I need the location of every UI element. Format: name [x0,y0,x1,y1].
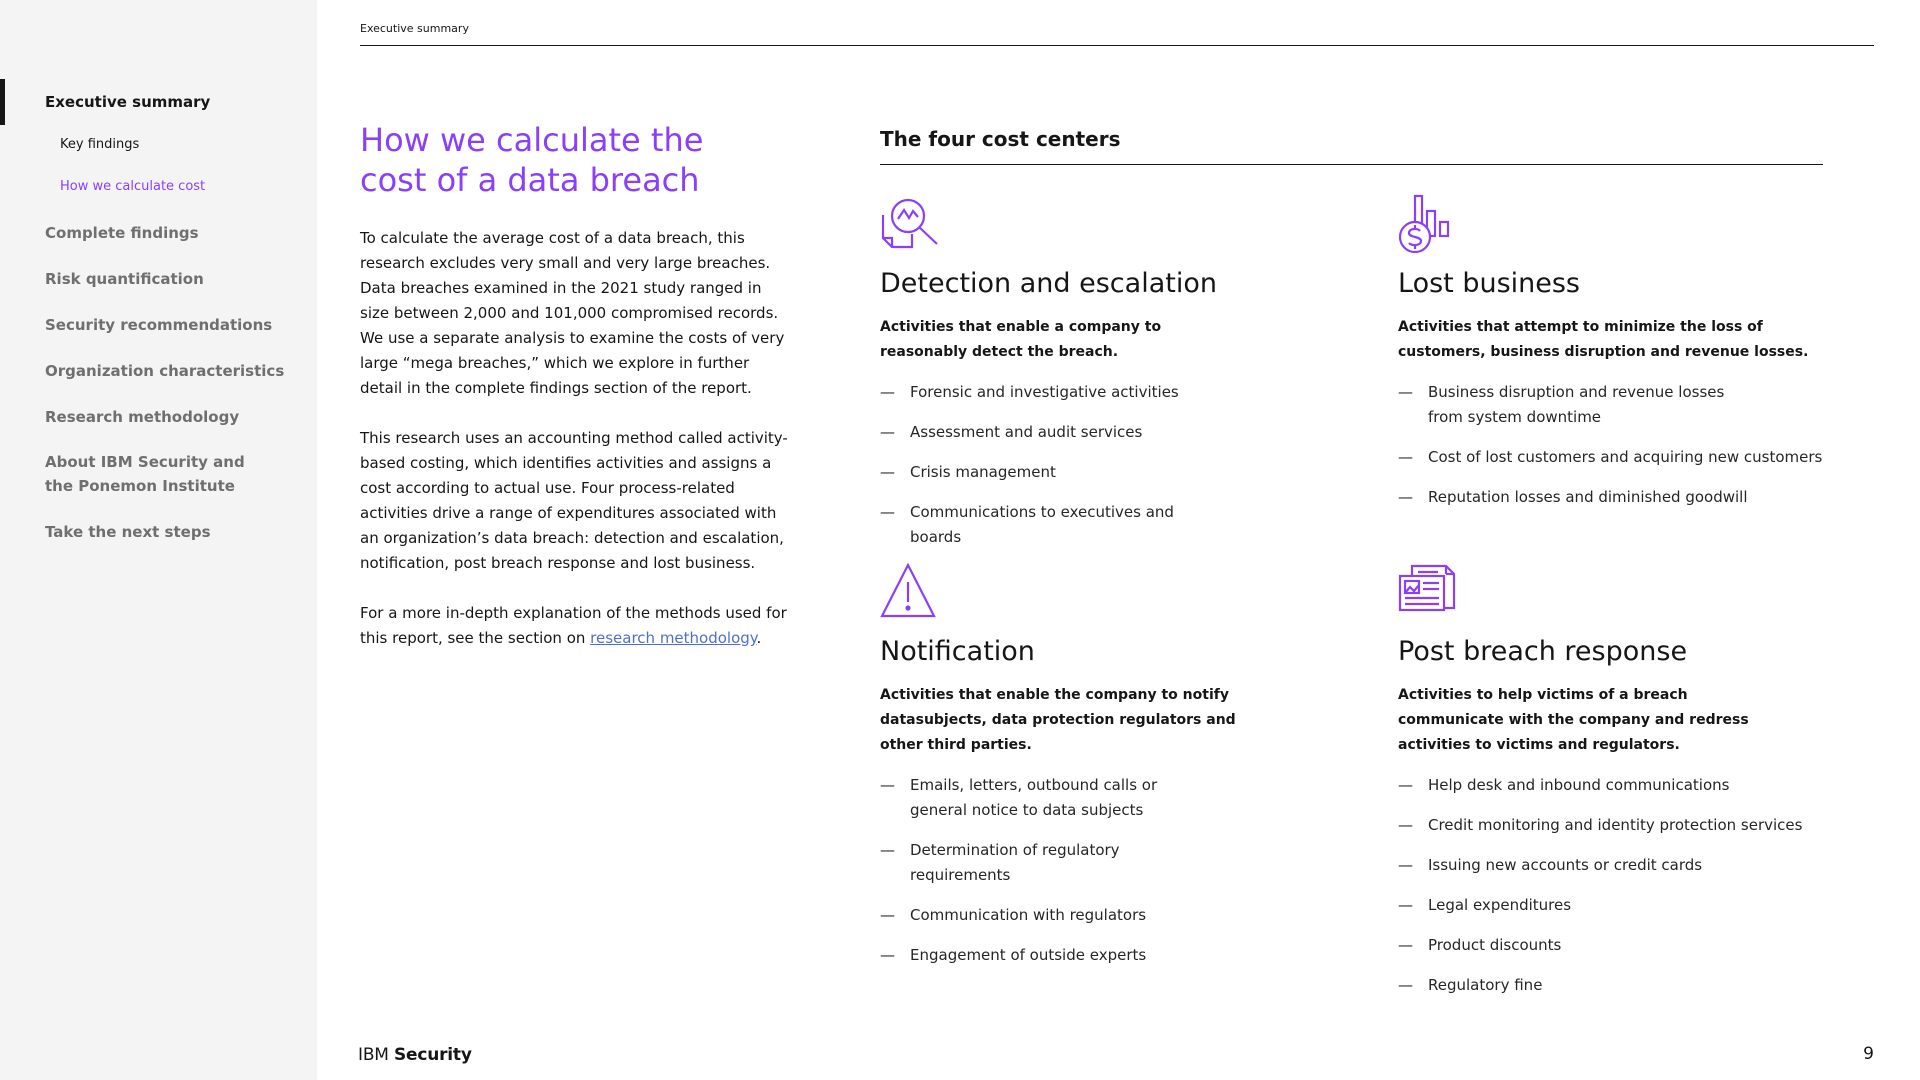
list-item [1398,973,1878,998]
list-item [1398,380,1878,430]
card-list [1398,773,1878,998]
nav-about-ibm[interactable]: About IBM Security and the Ponemon Institute [45,453,245,495]
list-item [880,838,1310,888]
list-item-text: Legal expenditures [1428,896,1572,914]
card-title: Post breach response [1398,636,1688,667]
nav-research-methodology[interactable]: Research methodology [45,408,240,426]
card-lost-business [1398,194,1878,525]
list-item-text: Product discounts [1428,936,1562,954]
list-item-text: Business disruption and revenue losses from system downtime [1428,383,1725,426]
dash-bullet: — [880,946,895,964]
list-item-text: Emails, letters, outbound calls or general notice to data subjects [910,776,1158,819]
list-item-text: Issuing new accounts or credit cards [1428,856,1703,874]
card-title: Detection and escalation [880,268,1217,299]
card-description: Activities to help victims of a breach communicate with the company and redress activities to victims and regulators. [1398,687,1749,753]
list-item [1398,853,1878,878]
card-description: Activities that attempt to minimize the loss of customers, business disruption and revenue losses. [1398,319,1809,360]
list-item [880,773,1310,823]
intro-p3-prefix: For a more in-depth explanation of the methods used for this report, see the section on [360,604,787,647]
intro-paragraph-3 [360,601,788,651]
card-description: Activities that enable the company to notify datasubjects, data protection regulators and other third parties. [880,687,1236,753]
brand-ibm: IBM [358,1045,389,1065]
list-item-text: Regulatory fine [1428,976,1543,994]
dash-bullet: — [880,776,895,794]
intro-text [360,226,788,676]
list-item-text: Cost of lost customers and acquiring new customers [1428,448,1823,466]
brand-security: Security [393,1045,472,1065]
intro-p3-suffix: . [756,629,762,647]
page-number: 9 [1863,1044,1874,1064]
list-item-text: Communications to executives and boards [910,503,1174,546]
dash-bullet: — [1398,776,1413,794]
dash-bullet: — [880,463,895,481]
list-item-text: Forensic and investigative activities [910,383,1179,401]
dash-bullet: — [880,423,895,441]
card-list [880,380,1310,550]
nav-executive-summary[interactable]: Executive summary [45,93,211,111]
list-item [880,420,1310,445]
dash-bullet: — [1398,856,1413,874]
nav-security-recommendations[interactable]: Security recommendations [45,316,273,334]
list-item-text: Engagement of outside experts [910,946,1147,964]
dash-bullet: — [1398,448,1413,466]
list-item-text: Credit monitoring and identity protection services [1428,816,1803,834]
list-item [1398,933,1878,958]
ibm-security-logo [358,1045,472,1065]
card-detection [880,194,1310,565]
documents-icon [1398,562,1460,624]
warning-triangle-icon [880,562,942,624]
card-notification [880,562,1310,983]
card-list [1398,380,1878,510]
dash-bullet: — [1398,488,1413,506]
intro-paragraph-2: This research uses an accounting method called activity-based costing, which identifies activities and assigns a cost according to actual use. Four process-related activities drive a range of expenditures associated with an organization’s data breach: detection and escalation, notification, post breach response and lost business. [360,429,788,572]
dash-bullet: — [1398,896,1413,914]
cost-centers-divider [880,164,1823,165]
list-item-text: Determination of regulatory requirements [910,841,1120,884]
list-item-text: Reputation losses and diminished goodwill [1428,488,1748,506]
nav-sub-key-findings[interactable]: Key findings [60,137,140,152]
dollar-chart-icon [1398,194,1460,256]
magnifier-chart-icon [880,194,942,256]
research-methodology-link[interactable]: research methodology [590,629,757,647]
nav-risk-quantification[interactable]: Risk quantification [45,270,204,288]
list-item [1398,813,1878,838]
dash-bullet: — [880,383,895,401]
nav-take-next-steps[interactable]: Take the next steps [45,523,211,541]
header-divider [360,45,1874,46]
card-list [880,773,1310,968]
list-item [880,903,1310,928]
dash-bullet: — [880,503,895,521]
dash-bullet: — [880,841,895,859]
list-item [880,460,1310,485]
card-title: Lost business [1398,268,1580,299]
list-item [1398,445,1878,470]
card-description: Activities that enable a company to reasonably detect the breach. [880,319,1162,360]
cost-centers-heading: The four cost centers [880,127,1121,151]
list-item-text: Communication with regulators [910,906,1147,924]
list-item-text: Crisis management [910,463,1056,481]
list-item-text: Help desk and inbound communications [1428,776,1730,794]
card-post-breach [1398,562,1878,1013]
dash-bullet: — [1398,936,1413,954]
list-item [880,943,1310,968]
page-title: How we calculate the cost of a data breach [360,121,704,199]
nav-organization-characteristics[interactable]: Organization characteristics [45,362,285,380]
dash-bullet: — [880,906,895,924]
dash-bullet: — [1398,976,1413,994]
list-item [880,380,1310,405]
nav-complete-findings[interactable]: Complete findings [45,224,199,242]
list-item [1398,485,1878,510]
card-title: Notification [880,636,1035,667]
list-item-text: Assessment and audit services [910,423,1143,441]
sidebar [0,0,317,1080]
dash-bullet: — [1398,383,1413,401]
header-section-label: Executive summary [360,22,469,35]
list-item [1398,893,1878,918]
list-item [1398,773,1878,798]
nav-sub-how-we-calculate[interactable]: How we calculate cost [60,179,206,194]
dash-bullet: — [1398,816,1413,834]
intro-paragraph-1: To calculate the average cost of a data breach, this research excludes very small and very large breaches. Data breaches examined in the 2021 study ranged in size between 2,000 and 101,000 compromised records. We use a separate analysis to examine the costs of very large “mega breaches,” which we explore in further detail in the complete findings section of the report. [360,229,785,397]
list-item [880,500,1310,550]
